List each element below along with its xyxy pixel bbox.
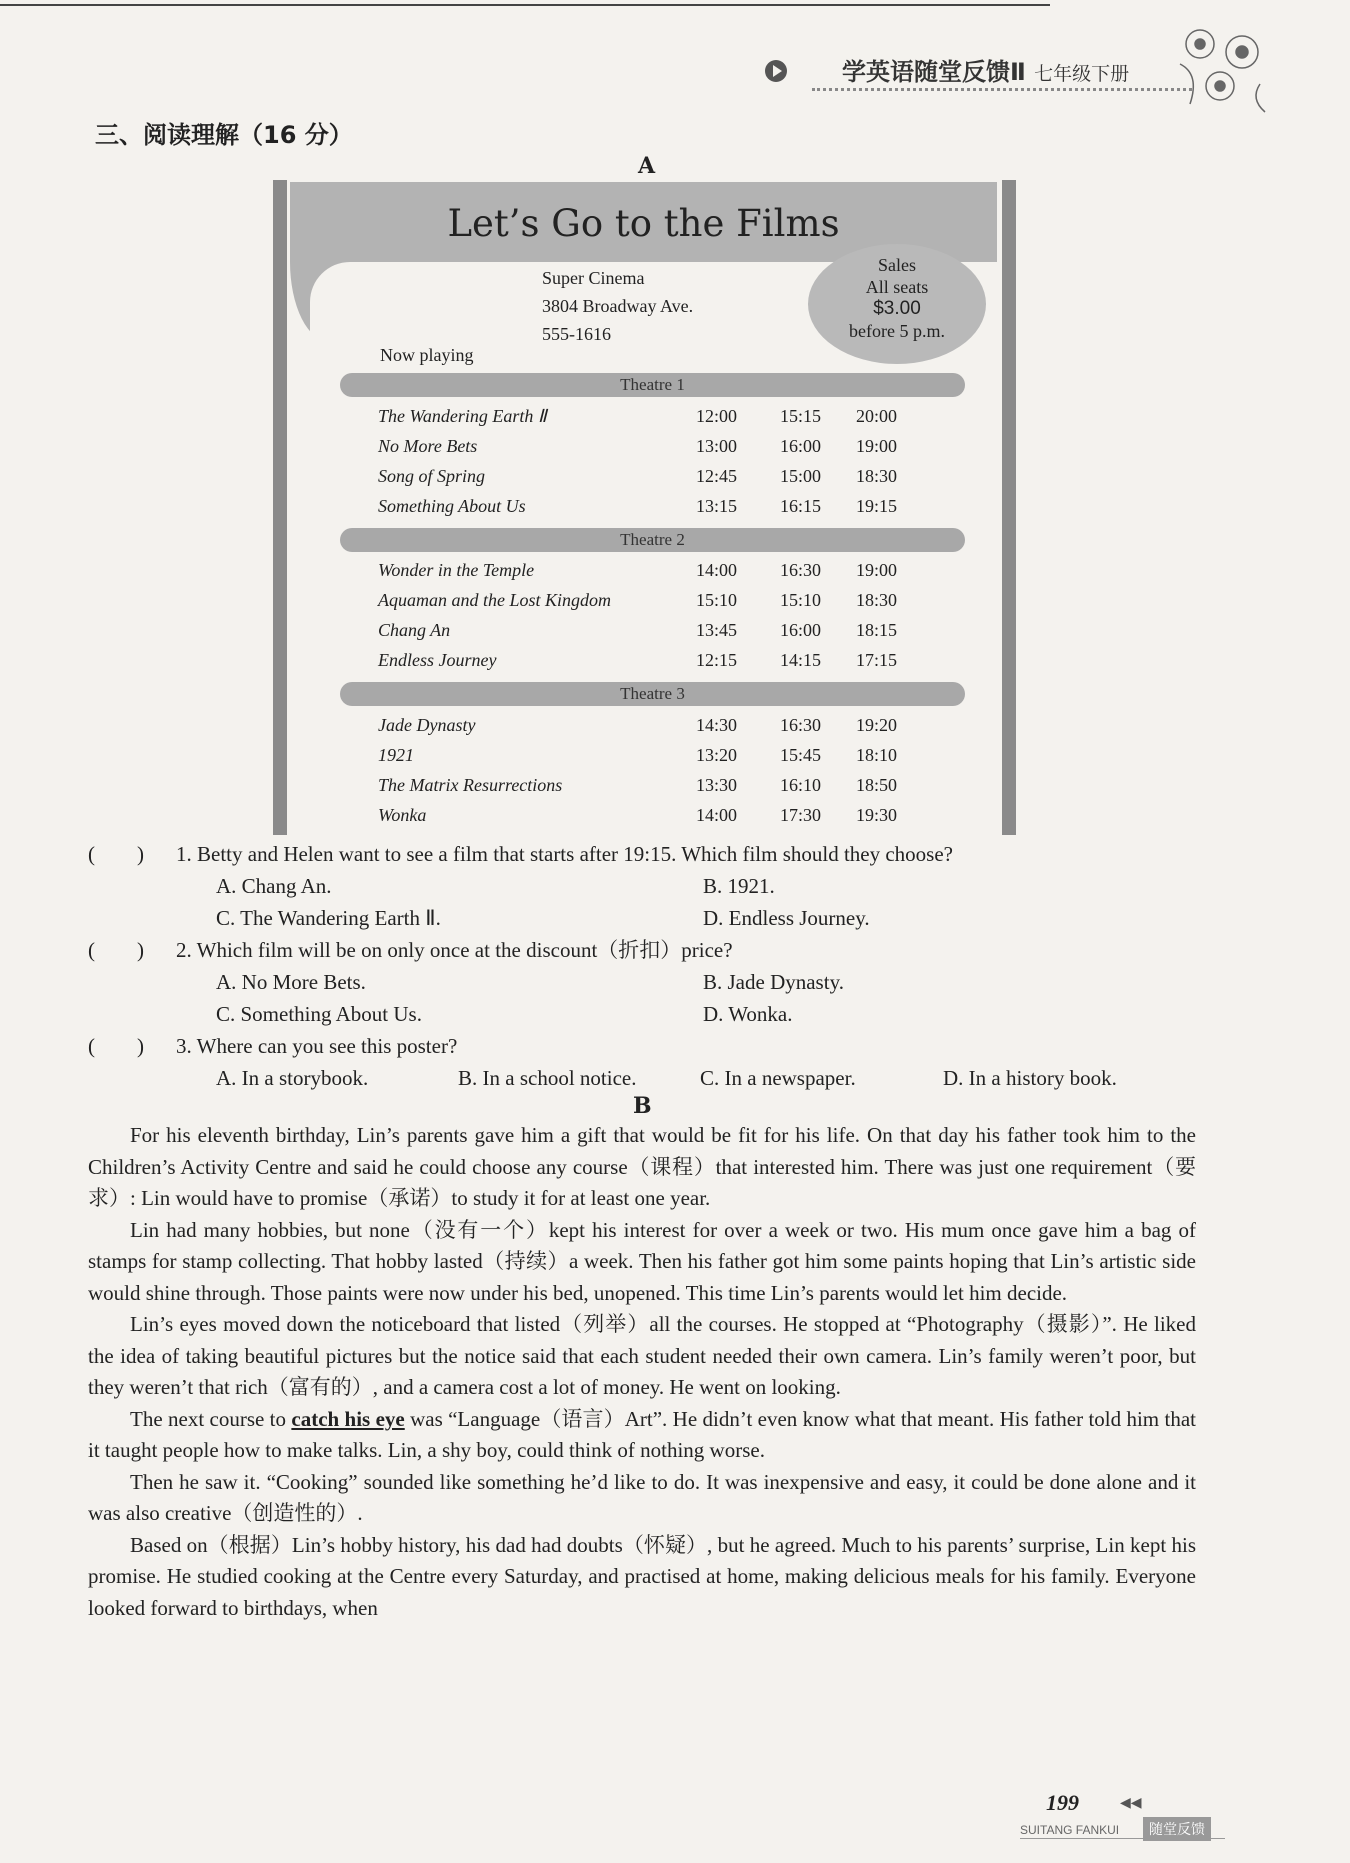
film-title: The Matrix Resurrections bbox=[378, 775, 563, 795]
showtime: 15:15 bbox=[780, 406, 822, 426]
option-row bbox=[88, 966, 1248, 998]
option-b: B. In a school notice. bbox=[458, 1066, 637, 1090]
book-subtitle: 七年级下册 bbox=[1034, 63, 1130, 85]
flower-decoration-icon bbox=[1170, 14, 1280, 114]
paragraph: Lin had many hobbies, but none（没有一个）kept his interest for over a week or two. His mum once gave him a bag of stamps for stamp collecting. That hobby lasted（持续）a week. Then his father got him some paints hoping that Lin’s artistic side would shine through. Those paints were now under his bed, unopened. This time Lin’s parents would let him decide. bbox=[88, 1217, 1196, 1305]
showtime: 19:00 bbox=[856, 436, 898, 456]
showtime: 14:30 bbox=[696, 715, 738, 735]
showtime: 20:00 bbox=[856, 406, 898, 426]
passage-b bbox=[88, 1120, 1196, 1624]
option-d: D. In a history book. bbox=[943, 1066, 1117, 1090]
question-1 bbox=[88, 838, 1248, 870]
paragraph bbox=[88, 1404, 1196, 1467]
showtime: 18:50 bbox=[856, 775, 898, 795]
film-row bbox=[378, 496, 978, 524]
question-2 bbox=[88, 934, 1248, 966]
showtime: 17:30 bbox=[780, 805, 822, 825]
film-row bbox=[378, 715, 978, 743]
film-row bbox=[378, 590, 978, 618]
sale-line4: before 5 p.m. bbox=[849, 321, 945, 341]
now-playing-label: Now playing bbox=[380, 345, 474, 365]
film-title: Song of Spring bbox=[378, 466, 486, 486]
page-arrows-icon: ◀◀ bbox=[1120, 1795, 1142, 1811]
film-title: Endless Journey bbox=[378, 650, 497, 670]
film-row bbox=[378, 650, 978, 678]
question-stem: 2. Which film will be on only once at the discount（折扣）price? bbox=[176, 938, 733, 962]
showtime: 13:15 bbox=[696, 496, 738, 516]
footer-brand-cn: 随堂反馈 bbox=[1143, 1817, 1211, 1841]
part-a-letter: A bbox=[638, 153, 656, 179]
film-title: The Wandering Earth Ⅱ bbox=[378, 406, 547, 426]
theatre-bar: Theatre 1 bbox=[340, 373, 965, 397]
book-volume: Ⅱ bbox=[1010, 58, 1026, 86]
option-row bbox=[88, 998, 1248, 1030]
option-row bbox=[88, 1062, 1248, 1094]
showtime: 15:10 bbox=[696, 590, 738, 610]
showtime: 14:00 bbox=[696, 560, 738, 580]
showtime: 18:30 bbox=[856, 590, 898, 610]
showtime: 15:10 bbox=[780, 590, 822, 610]
poster-title: Let’s Go to the Films bbox=[447, 202, 840, 245]
cinema-address: 3804 Broadway Ave. bbox=[542, 296, 694, 316]
underlined-phrase: catch his eye bbox=[291, 1406, 405, 1431]
top-rule bbox=[0, 4, 1050, 6]
showtime: 13:20 bbox=[696, 745, 738, 765]
book-title bbox=[842, 52, 1129, 87]
sale-line1: Sales bbox=[878, 255, 916, 275]
sale-badge bbox=[808, 244, 986, 364]
answer-blank[interactable]: ( ) bbox=[88, 842, 144, 866]
film-row bbox=[378, 745, 978, 773]
question-stem: 1. Betty and Helen want to see a film that starts after 19:15. Which film should they choose? bbox=[176, 842, 953, 866]
film-title: Chang An bbox=[378, 620, 451, 640]
film-title: Something About Us bbox=[378, 496, 526, 516]
answer-blank[interactable]: ( ) bbox=[88, 938, 144, 962]
showtime: 19:20 bbox=[856, 715, 898, 735]
showtime: 13:00 bbox=[696, 436, 738, 456]
paragraph-text: was “Language（语言）Art”. He didn’t even know what that meant. His father told him that it taught people how to make talks. Lin, a shy boy, could think of nothing worse. bbox=[88, 1406, 1196, 1462]
answer-blank[interactable]: ( ) bbox=[88, 1034, 144, 1058]
showtime: 16:15 bbox=[780, 496, 822, 516]
option-row bbox=[88, 902, 1248, 934]
paragraph: Lin’s eyes moved down the noticeboard that listed（列举）all the courses. He stopped at “Photography（摄影）”. He liked the idea of taking beautiful pictures but the notice said that each student needed their own camera. Lin’s family weren’t poor, but they weren’t that rich（富有的）, and a camera cost a lot of money. He went on looking. bbox=[88, 1312, 1196, 1399]
showtime: 12:00 bbox=[696, 406, 738, 426]
showtime: 14:15 bbox=[780, 650, 822, 670]
sale-price: $3.00 bbox=[873, 298, 921, 319]
film-row bbox=[378, 560, 978, 588]
showtime: 16:30 bbox=[780, 560, 822, 580]
poster-border-right bbox=[1002, 180, 1016, 835]
showtime: 19:30 bbox=[856, 805, 898, 825]
option-b: B. Jade Dynasty. bbox=[703, 970, 844, 994]
showtime: 16:00 bbox=[780, 436, 822, 456]
paragraph: Based on（根据）Lin’s hobby history, his dad had doubts（怀疑）, but he agreed. Much to his parents’ surprise, Lin kept his promise. He studied cooking at the Centre every Saturday, and practised at home, making delicious meals for his family. Everyone looked forward to birthdays, when bbox=[88, 1532, 1196, 1620]
showtime: 16:30 bbox=[780, 715, 822, 735]
option-c: C. In a newspaper. bbox=[700, 1066, 856, 1090]
book-title-main: 学英语随堂反馈 bbox=[842, 58, 1010, 86]
option-a: A. In a storybook. bbox=[216, 1066, 369, 1090]
film-title: Jade Dynasty bbox=[378, 715, 476, 735]
showtime: 12:45 bbox=[696, 466, 738, 486]
theatre-bar: Theatre 3 bbox=[340, 682, 965, 706]
showtime: 16:00 bbox=[780, 620, 822, 640]
film-row bbox=[378, 436, 978, 464]
theatre-bar: Theatre 2 bbox=[340, 528, 965, 552]
film-poster bbox=[290, 182, 997, 835]
paragraph: Then he saw it. “Cooking” sounded like something he’d like to do. It was inexpensive and easy, it could be done alone and it was also creative（创造性的）. bbox=[88, 1469, 1196, 1525]
film-title: No More Bets bbox=[378, 436, 478, 456]
showtime: 19:00 bbox=[856, 560, 898, 580]
option-c: C. Something About Us. bbox=[216, 1002, 422, 1026]
film-title: Wonder in the Temple bbox=[378, 560, 535, 580]
question-3 bbox=[88, 1030, 1248, 1062]
film-title: 1921 bbox=[378, 745, 414, 765]
showtime: 16:10 bbox=[780, 775, 822, 795]
showtime: 15:00 bbox=[780, 466, 822, 486]
film-row bbox=[378, 406, 978, 434]
showtime: 14:00 bbox=[696, 805, 738, 825]
paragraph: For his eleventh birthday, Lin’s parents gave him a gift that would be fit for his life. On that day his father took him to the Children’s Activity Centre and said he could choose any course（课程）that interested him. There was just one requirement（要求）: Lin would have to promise（承诺）to study it for at least one year. bbox=[88, 1123, 1196, 1210]
cinema-name: Super Cinema bbox=[542, 268, 645, 288]
showtime: 12:15 bbox=[696, 650, 738, 670]
showtime: 18:30 bbox=[856, 466, 898, 486]
showtime: 18:10 bbox=[856, 745, 898, 765]
film-row bbox=[378, 805, 978, 833]
poster-border-left bbox=[273, 180, 287, 835]
play-icon bbox=[765, 60, 787, 82]
questions-block bbox=[88, 838, 1248, 1094]
question-stem: 3. Where can you see this poster? bbox=[176, 1034, 458, 1058]
page-number: 199 bbox=[1046, 1790, 1079, 1815]
option-c: C. The Wandering Earth Ⅱ. bbox=[216, 906, 441, 930]
paragraph-text: The next course to bbox=[130, 1406, 292, 1431]
cinema-info bbox=[542, 264, 693, 348]
showtime: 15:45 bbox=[780, 745, 822, 765]
film-title: Aquaman and the Lost Kingdom bbox=[378, 590, 612, 610]
showtime: 17:15 bbox=[856, 650, 898, 670]
footer-rule bbox=[1020, 1838, 1225, 1839]
part-b-letter: B bbox=[633, 1093, 652, 1119]
film-row bbox=[378, 466, 978, 494]
footer-brand-pinyin: SUITANG FANKUI bbox=[1020, 1823, 1120, 1837]
film-title: Wonka bbox=[378, 805, 427, 825]
film-row bbox=[378, 620, 978, 648]
cinema-phone: 555-1616 bbox=[542, 324, 611, 344]
showtime: 13:30 bbox=[696, 775, 738, 795]
film-row bbox=[378, 775, 978, 803]
option-b: B. 1921. bbox=[703, 874, 775, 898]
showtime: 18:15 bbox=[856, 620, 898, 640]
option-row bbox=[88, 870, 1248, 902]
sale-line2: All seats bbox=[865, 277, 929, 297]
showtime: 19:15 bbox=[856, 496, 898, 516]
option-a: A. No More Bets. bbox=[216, 970, 366, 994]
showtime: 13:45 bbox=[696, 620, 738, 640]
section-title: 三、阅读理解（16 分） bbox=[95, 121, 353, 149]
option-d: D. Endless Journey. bbox=[703, 906, 870, 930]
option-a: A. Chang An. bbox=[216, 874, 332, 898]
header-dotted-rule bbox=[812, 88, 1192, 91]
option-d: D. Wonka. bbox=[703, 1002, 793, 1026]
